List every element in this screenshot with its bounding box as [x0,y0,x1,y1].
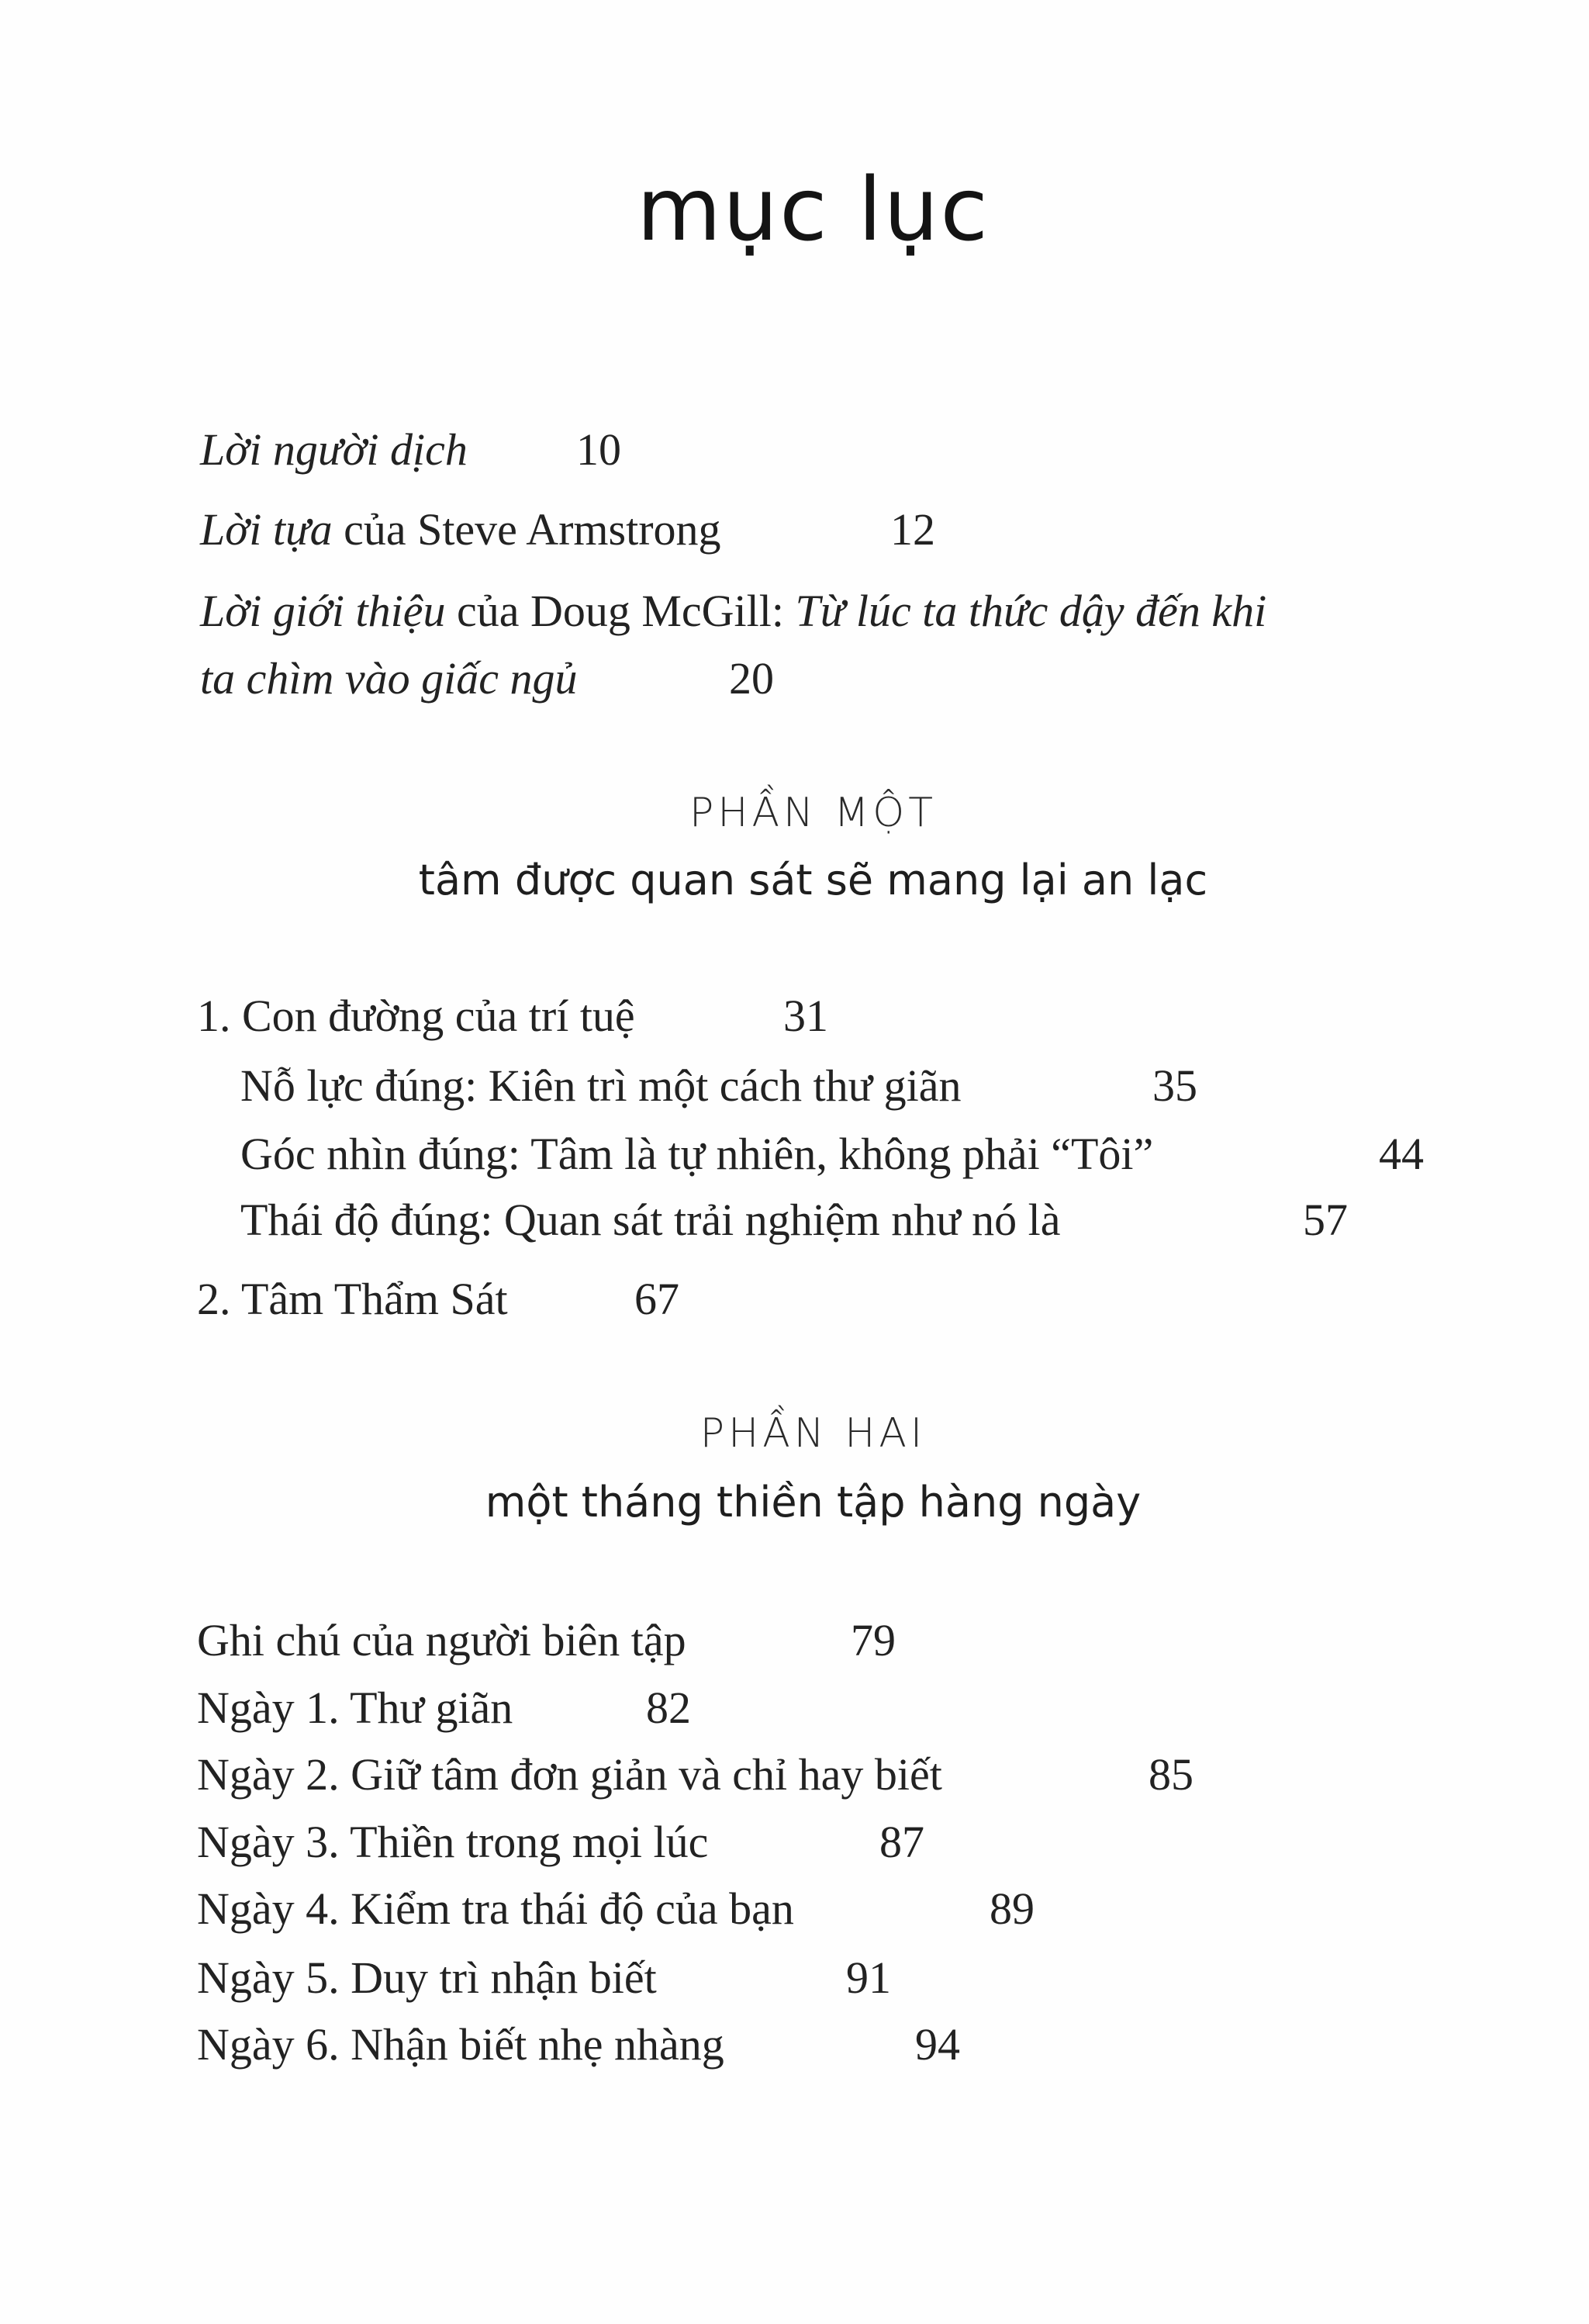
toc-entry-page: 35 [1152,1060,1197,1111]
toc-entry-page: 67 [634,1274,679,1324]
toc-entry-page: 85 [1149,1749,1193,1800]
toc-entry-label: Góc nhìn đúng: Tâm là tự nhiên, không phải “Tôi” [240,1129,1154,1179]
toc-entry-label: Lời tựa của Steve Armstrong [200,504,721,555]
toc-entry-page: 79 [851,1615,896,1665]
toc-entry-page: 10 [576,424,621,475]
part-two-label: PHẦN HAI [700,1410,927,1457]
part-two-title: một tháng thiền tập hàng ngày [485,1478,1142,1527]
toc-entry-label: Ngày 5. Duy trì nhận biết [197,1952,657,2003]
toc-entry-label: 2. Tâm Thẩm Sát [197,1274,508,1324]
toc-entry-label: 1. Con đường của trí tuệ [197,991,635,1041]
toc-entry-page: 44 [1379,1129,1424,1179]
toc-entry-page: 20 [729,653,774,704]
toc-entry-label: Ngày 1. Thư giãn [197,1682,513,1733]
toc-entry-page: 89 [990,1883,1035,1934]
part-one-title: tâm được quan sát sẽ mang lại an lạc [418,856,1208,904]
toc-entry-page: 82 [646,1682,691,1733]
part-one-label: PHẦN MỘT [689,790,938,836]
toc-entry-page: 91 [846,1952,891,2003]
toc-entry-label-continuation: ta chìm vào giấc ngủ [200,653,578,704]
page-title: mục lục [637,160,990,261]
toc-entry-label: Lời người dịch [200,424,468,475]
toc-entry-page: 31 [783,991,828,1041]
toc-entry-label: Ngày 2. Giữ tâm đơn giản và chỉ hay biết [197,1749,942,1800]
toc-entry-label: Ngày 4. Kiểm tra thái độ của bạn [197,1883,794,1934]
toc-entry-page: 94 [915,2019,960,2070]
toc-entry-label: Ngày 6. Nhận biết nhẹ nhàng [197,2019,724,2070]
toc-entry-page: 57 [1303,1195,1348,1245]
toc-entry-label: Ngày 3. Thiền trong mọi lúc [197,1817,709,1867]
toc-entry-page: 87 [879,1817,924,1867]
toc-entry-label: Lời giới thiệu của Doug McGill: Từ lúc ta thức dậy đến khi [200,586,1267,636]
toc-entry-page: 12 [890,504,935,555]
toc-entry-label: Ghi chú của người biên tập [197,1615,686,1665]
toc-entry-label: Thái độ đúng: Quan sát trải nghiệm như nó là [240,1195,1061,1245]
toc-entry-label: Nỗ lực đúng: Kiên trì một cách thư giãn [240,1060,962,1111]
